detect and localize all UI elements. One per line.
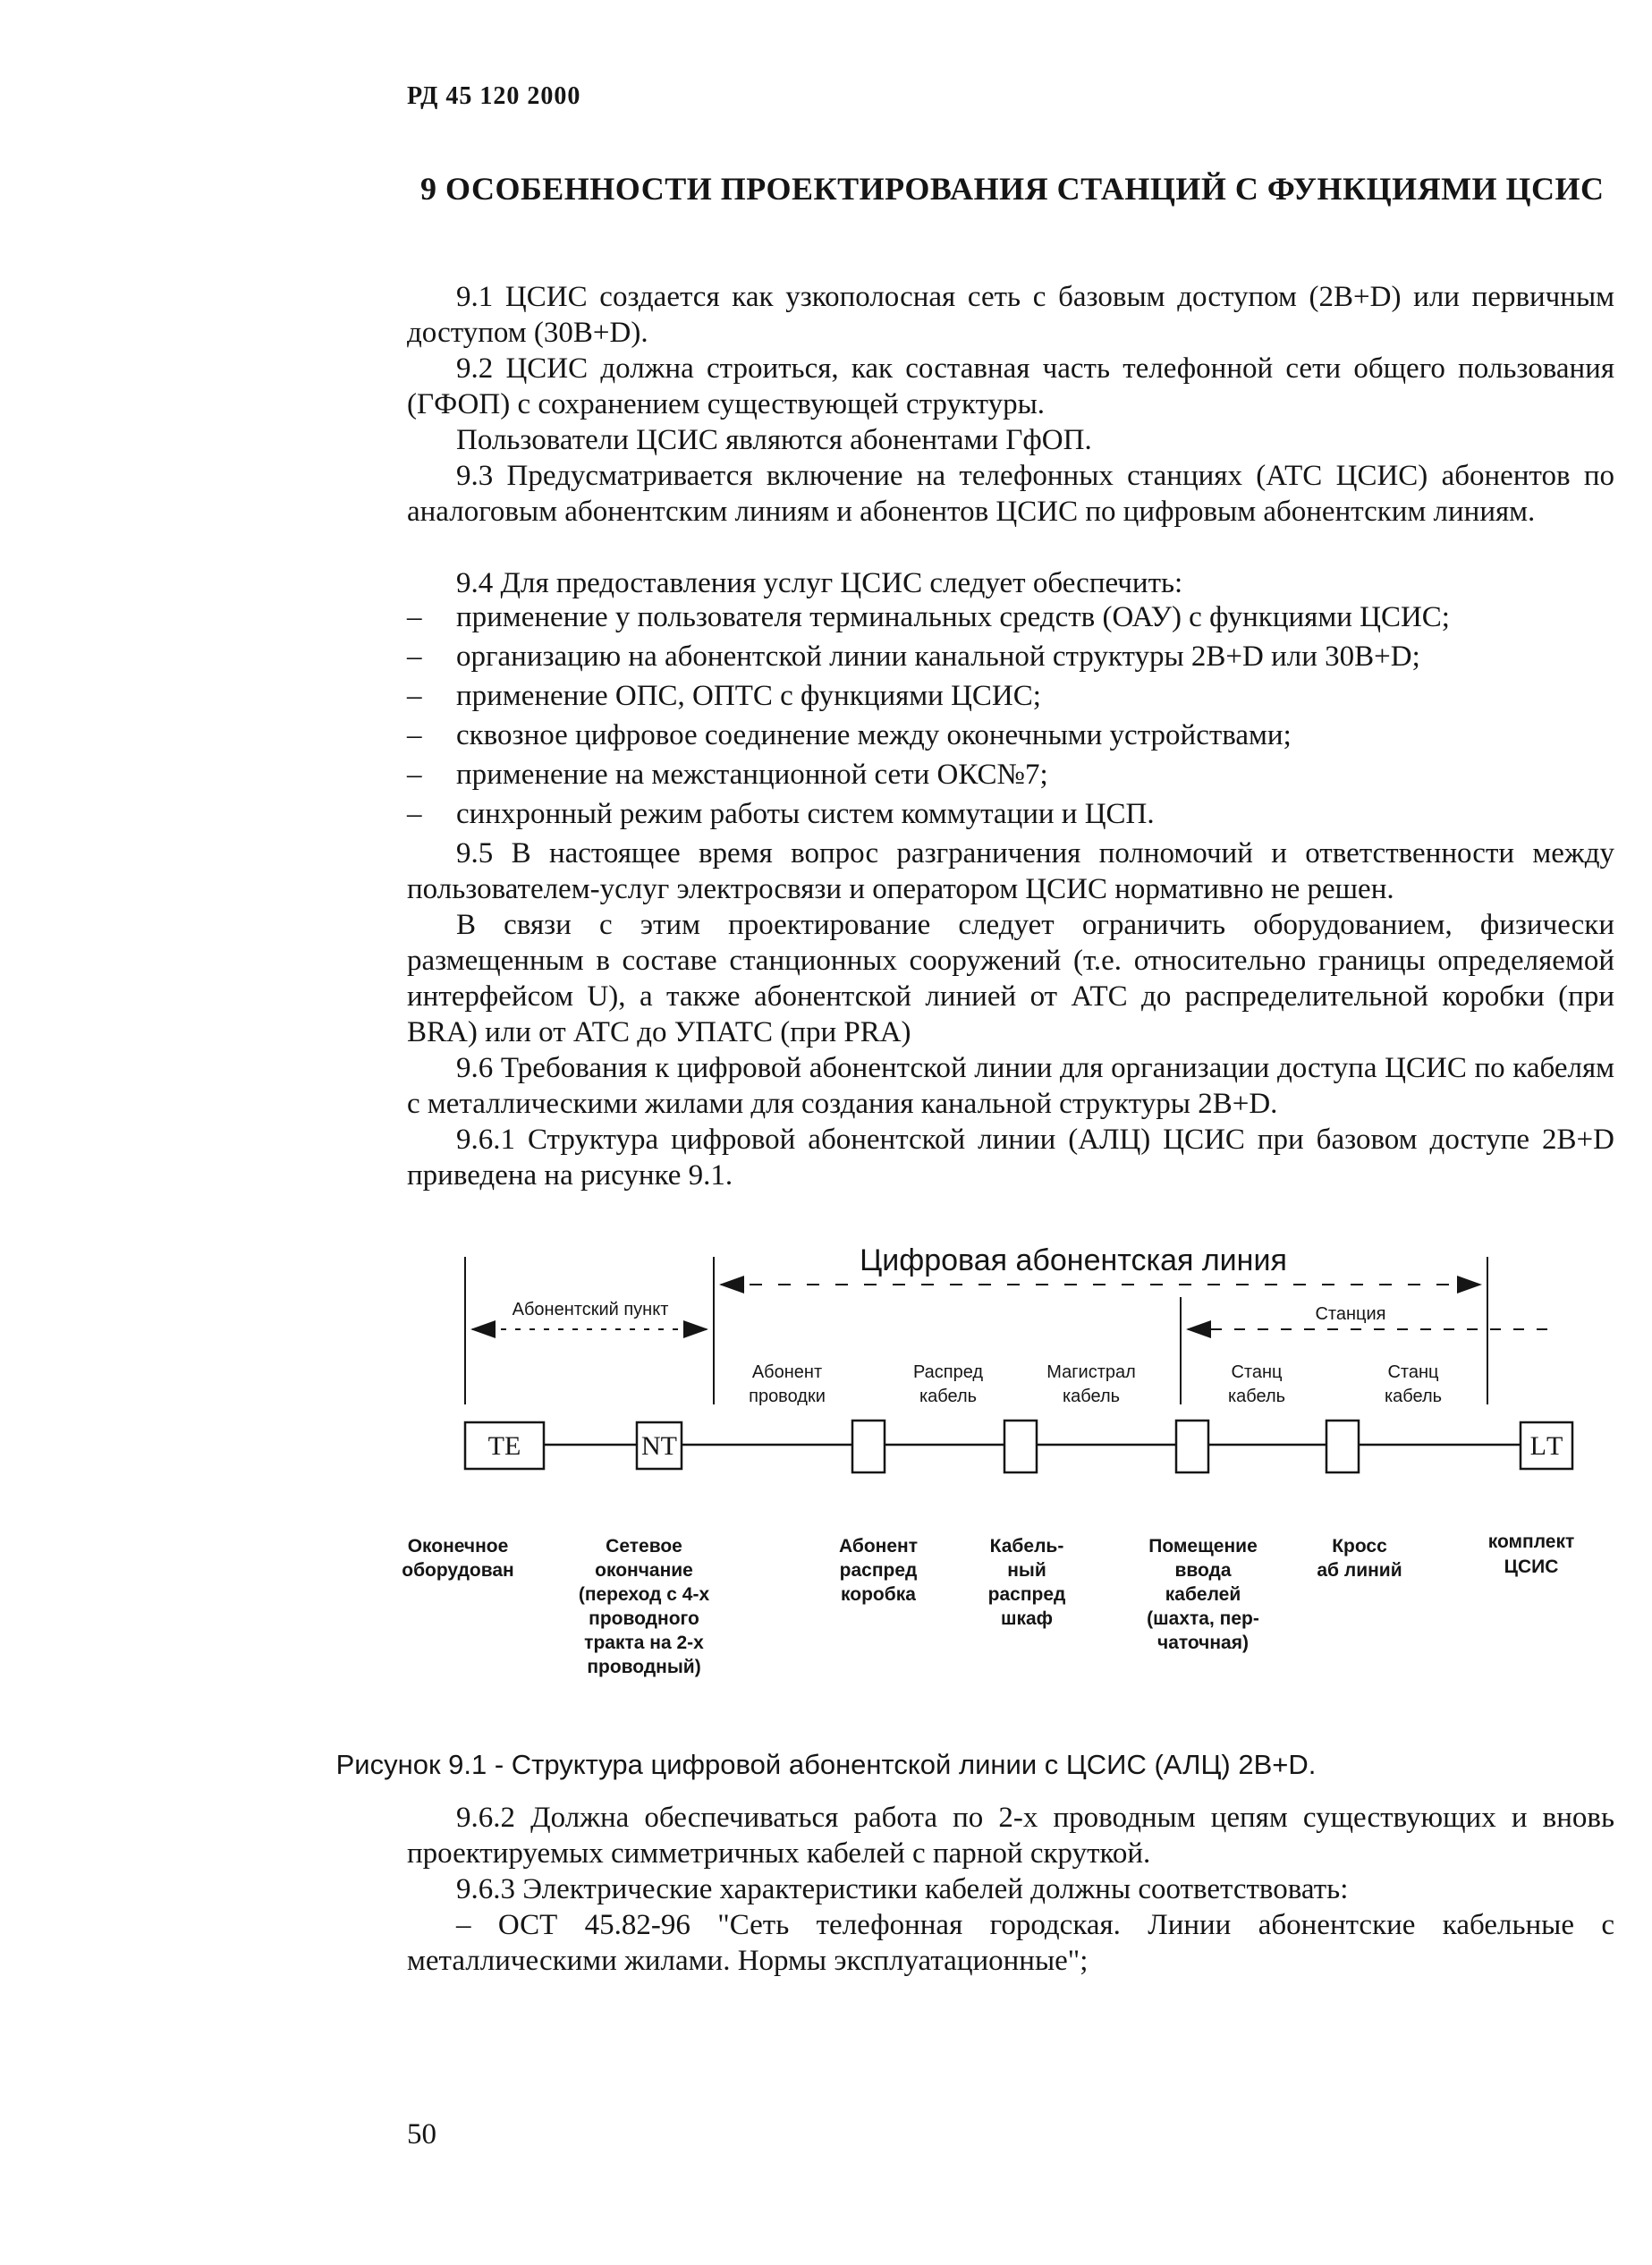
nt-label: NТ [641,1431,677,1461]
segment-label: Магистрал [1046,1362,1136,1382]
bullet-item: – организацию на абонентской линии канальной структуры 2B+D или 30B+D; [456,640,1420,674]
bottom-label: тракта на 2-х [584,1633,704,1653]
bottom-label: шкаф [1000,1608,1054,1629]
bullet-item: – применение ОПС, ОПТС с функциями ЦСИС; [456,680,1041,713]
bottom-label: проводного [589,1608,699,1629]
document-header: РД 45 120 2000 [407,82,581,110]
segment-label: кабель [919,1387,978,1406]
bottom-label: кабелей [1165,1584,1241,1605]
paragraph-9-5-scope: В связи с этим проектирование следует ограничить оборудованием, физически размещенным в составе станционных сооружений (т.е. относительно границы определяемой интерфейсом U), а также абонентской линией от АТС до распределительной коробки (при BRA) или от АТС до УПАТС (при PRA) [407,909,1614,1048]
paragraph-9-6-1: 9.6.1 Структура цифровой абонентской линии (АЛЦ) ЦСИС при базовом доступе 2B+D приведена на рисунке 9.1. [407,1124,1614,1192]
segment-label: Распред [912,1362,984,1382]
subscriber-point-label: Абонентский пункт [512,1300,669,1319]
paragraph-9-6-2: 9.6.2 Должна обеспечиваться работа по 2-х проводным цепям существующих и вновь проектируемых симметричных кабелей с парной скруткой. [407,1802,1614,1870]
bottom-label-group [402,1531,1574,1677]
section-title: 9 ОСОБЕННОСТИ ПРОЕКТИРОВАНИЯ СТАНЦИЙ С ФУНКЦИЯМИ ЦСИС [420,171,1605,207]
segment-label: проводки [749,1387,826,1406]
digital-line-label: Цифровая абонентская линия [860,1243,1287,1277]
bullet-item: – сквозное цифровое соединение между оконечными устройствами; [456,719,1292,752]
bullet-item: – применение у пользователя терминальных средств (ОАУ) с функциями ЦСИС; [456,601,1450,634]
bottom-label: распред [987,1584,1066,1605]
distribution-box [852,1421,885,1472]
paragraph-9-5: 9.5 В настоящее время вопрос разграничения полномочий и ответственности между пользователем-услуг электросвязи и оператором ЦСИС нормативно не решен. [407,837,1614,905]
segment-label: кабель [1384,1387,1443,1406]
segment-label: кабель [1062,1387,1121,1406]
cabinet-box [1004,1421,1037,1472]
te-label: ТЕ [487,1431,521,1461]
bottom-label: проводный) [587,1657,701,1677]
segment-label: Абонент [751,1362,823,1382]
paragraph-9-1: 9.1 ЦСИС создается как узкополосная сеть с базовым доступом (2B+D) или первичным доступом (30B+D). [407,281,1614,349]
figure-caption: Рисунок 9.1 - Структура цифровой абонентской линии с ЦСИС (АЛЦ) 2B+D. [335,1749,1317,1780]
bottom-label: коробка [841,1584,916,1605]
bottom-label: ЦСИС [1504,1557,1559,1577]
bottom-label: Кросс [1332,1536,1387,1557]
segment-label: кабель [1227,1387,1286,1406]
paragraph-9-6-3: 9.6.3 Электрические характеристики кабелей должны соответствовать: [456,1873,1349,1905]
paragraph-9-4: 9.4 Для предоставления услуг ЦСИС следует обеспечить: [456,567,1183,599]
segment-label: Станц [1231,1362,1283,1382]
bullet-item: – синхронный режим работы систем коммутации и ЦСП. [456,798,1155,831]
bottom-label: Кабель- [989,1536,1064,1557]
paragraph-9-6-3-item: – ОСТ 45.82-96 "Сеть телефонная городская. Линии абонентские кабельные с металлическими жилами. Нормы эксплуатационные"; [407,1909,1614,1977]
bottom-label: чаточная) [1157,1633,1249,1653]
bottom-label: (шахта, пер- [1147,1608,1259,1629]
bottom-label: распред [839,1560,918,1581]
paragraph-9-3: 9.3 Предусматривается включение на телефонных станциях (АТС ЦСИС) абонентов по аналоговым абонентским линиям и абонентов ЦСИС по цифровым абонентским линиям. [407,460,1614,528]
lt-label: LТ [1529,1431,1563,1461]
bottom-label: (переход с 4-х [578,1584,710,1605]
page-number: 50 [407,2118,436,2150]
bottom-label: ный [1007,1560,1046,1581]
paragraph-9-2-users: Пользователи ЦСИС являются абонентами ГфОП. [456,424,1092,456]
station-label: Станция [1315,1304,1386,1324]
bottom-label: окончание [595,1560,693,1581]
bottom-label: Абонент [838,1536,919,1557]
bottom-label: аб линий [1317,1560,1402,1581]
bottom-label: оборудован [402,1560,514,1581]
bottom-label: Оконечное [407,1536,509,1557]
bottom-label: Сетевое [606,1536,682,1557]
paragraph-9-2: 9.2 ЦСИС должна строиться, как составная часть телефонной сети общего пользования (ГФОП) с сохранением существующей структуры. [407,352,1614,420]
bullet-item: – применение на межстанционной сети ОКС№7; [456,759,1048,792]
bottom-label: Помещение [1148,1536,1258,1557]
bottom-label: ввода [1174,1560,1232,1581]
paragraph-9-6: 9.6 Требования к цифровой абонентской линии для организации доступа ЦСИС по кабелям с металлическими жилами для создания канальной структуры 2B+D. [407,1052,1614,1120]
segment-label: Станц [1387,1362,1439,1382]
cross-box [1326,1421,1359,1472]
bottom-label: комплект [1487,1531,1575,1552]
entry-box [1176,1421,1208,1472]
